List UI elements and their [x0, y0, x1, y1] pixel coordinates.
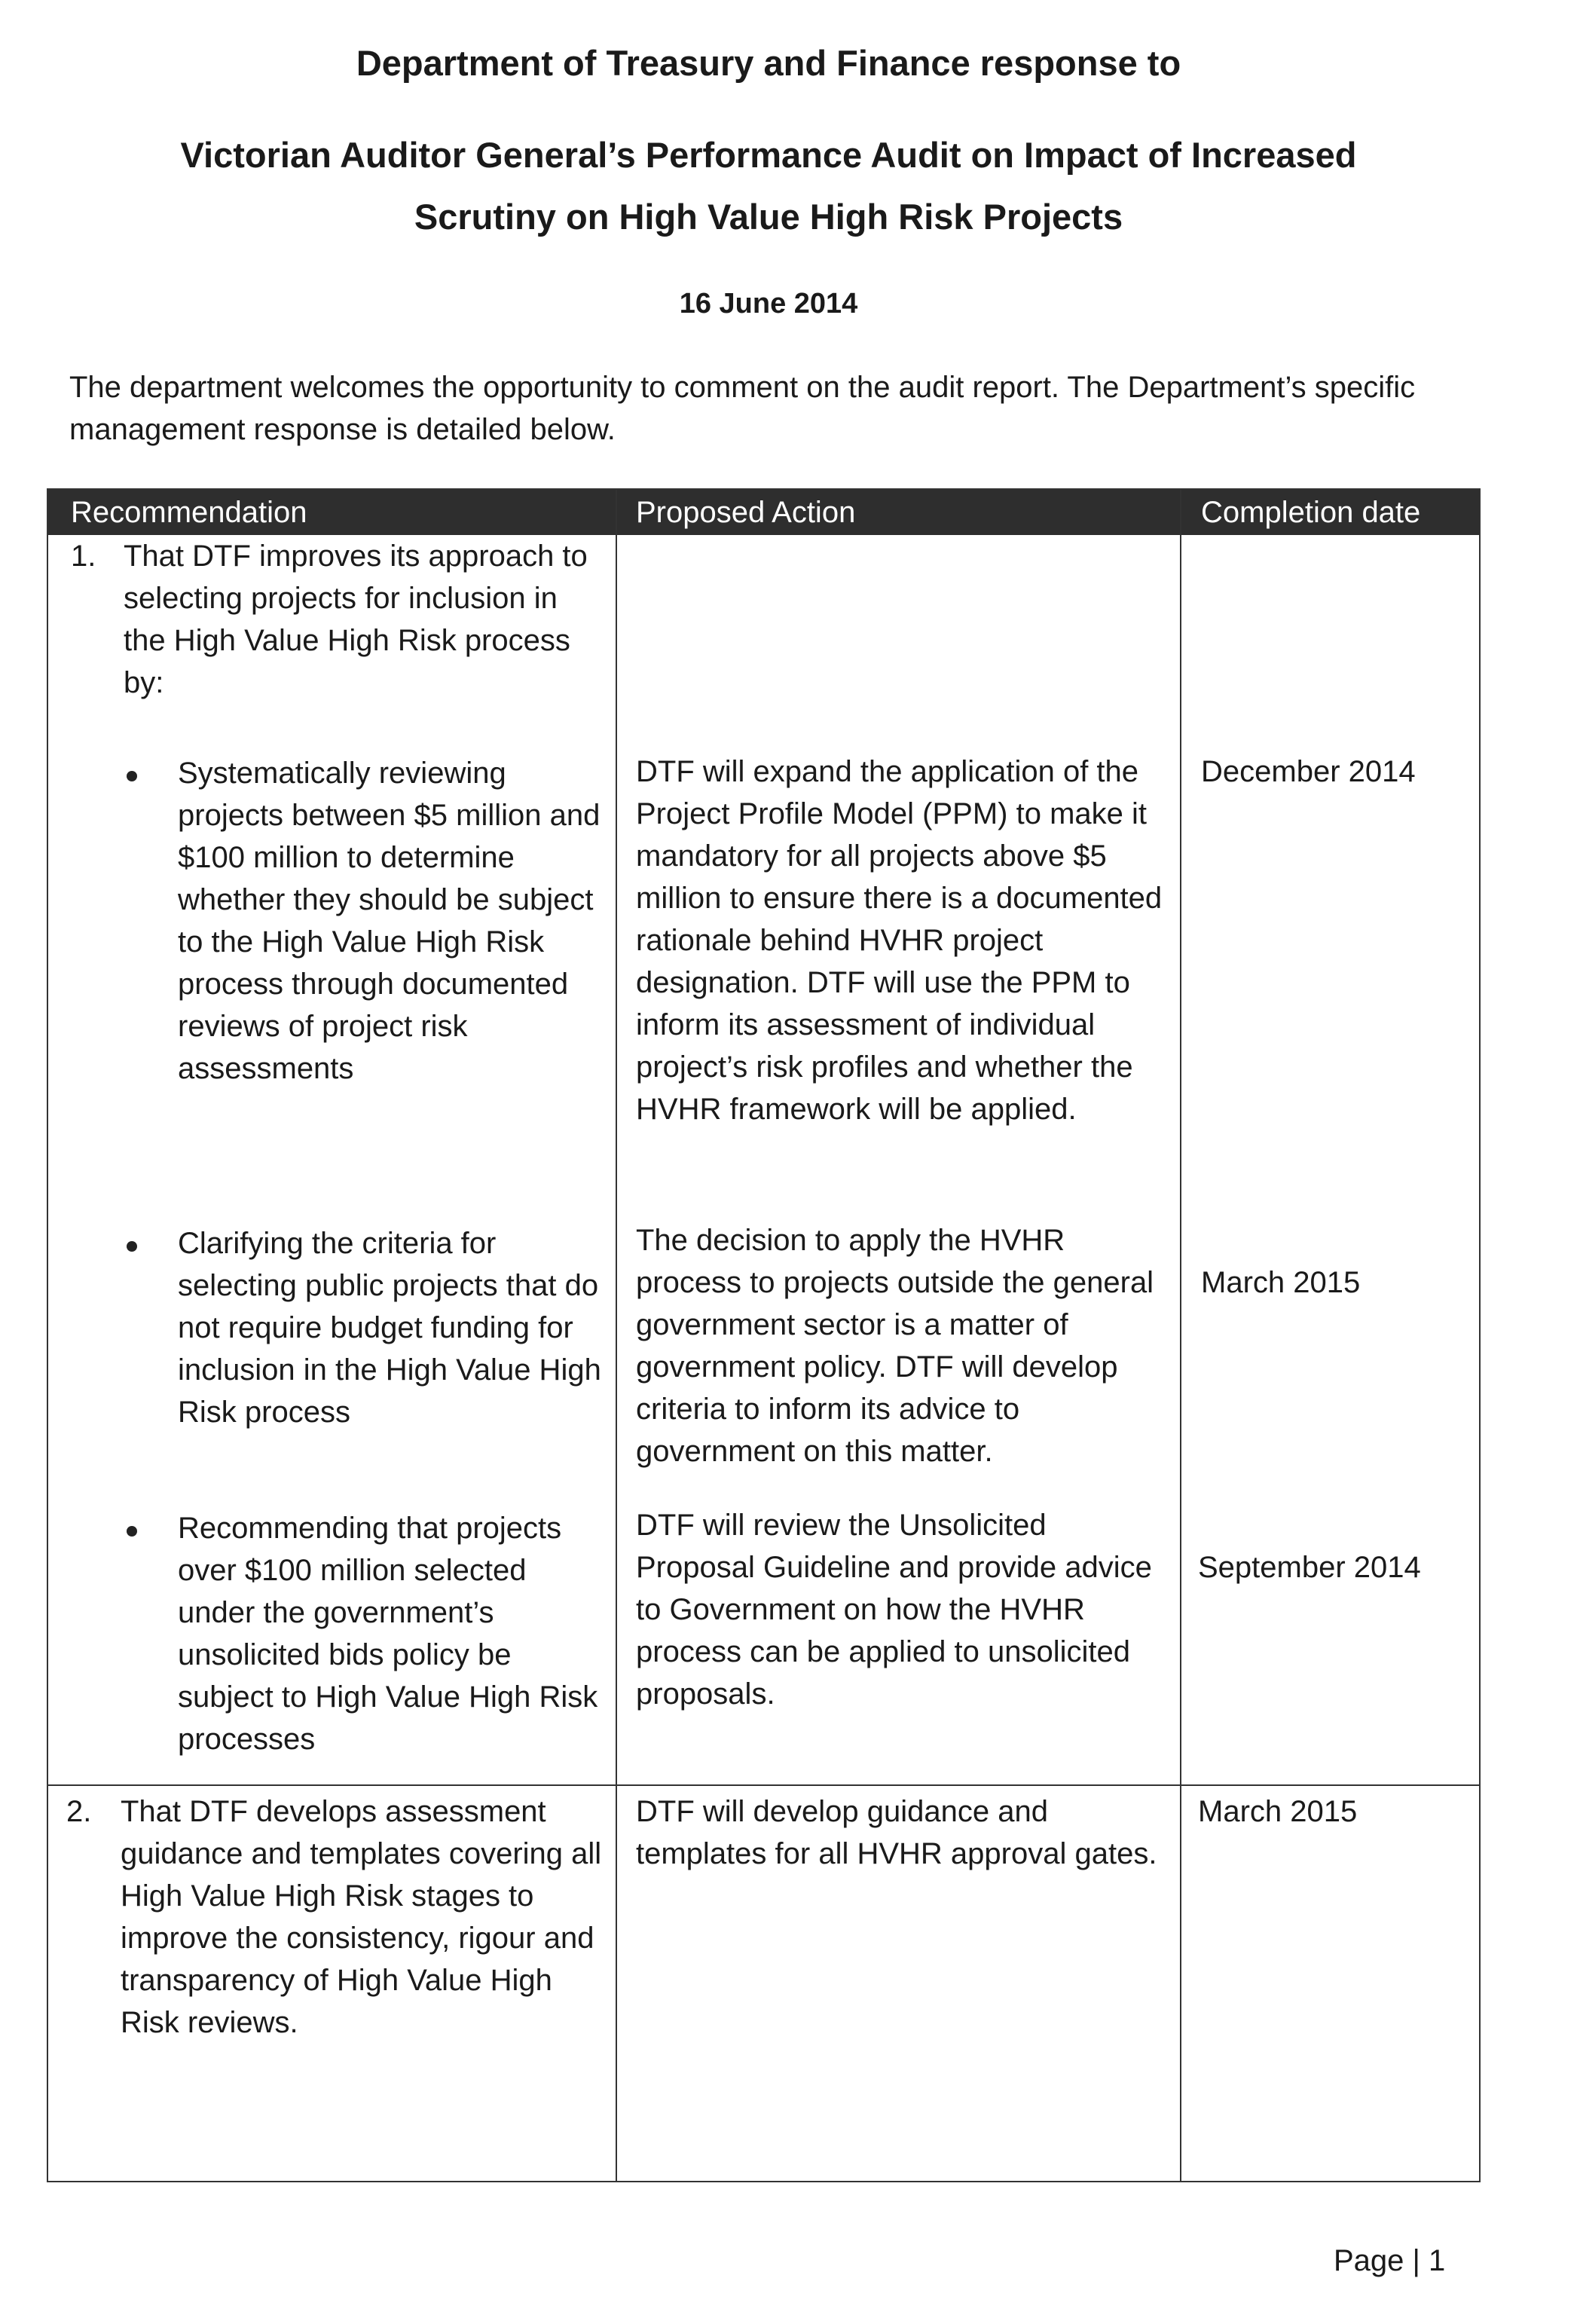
intro-paragraph: The department welcomes the opportunity to comment on the audit report. The Department’s specific management response is detailed below.: [69, 371, 1416, 446]
row-number-1: 1.: [71, 540, 96, 573]
completion-date-4: March 2015: [1198, 1795, 1358, 1828]
column-divider-1: [616, 490, 617, 2181]
completion-date-3: September 2014: [1198, 1551, 1421, 1584]
completion-date-2: March 2015: [1201, 1266, 1361, 1299]
proposed-action-4: DTF will develop guidance and templates for all HVHR approval gates.: [636, 1795, 1157, 1870]
bullet-icon: [127, 1526, 137, 1537]
document-title-line-3: Scrutiny on High Value High Risk Projects: [414, 197, 1123, 237]
bullet-icon: [127, 1241, 137, 1252]
recommendation-1-text: That DTF improves its approach to selecting projects for inclusion in the High Value High Risk process by:: [124, 540, 588, 699]
recommendation-2-text: That DTF develops assessment guidance and templates covering all High Value High Risk stages to improve the consistency, rigour and transparency of High Value High Risk reviews.: [121, 1795, 602, 2039]
document-title-line-2: Victorian Auditor General’s Performance Audit on Impact of Increased: [180, 135, 1357, 175]
table-header-row: [48, 490, 1479, 535]
completion-date-1: December 2014: [1201, 755, 1416, 788]
bullet-icon: [127, 771, 137, 781]
header-proposed-action: Proposed Action: [636, 496, 856, 529]
sub-recommendation-2: Clarifying the criteria for selecting public projects that do not require budget funding for inclusion in the High Value High Risk process: [178, 1227, 601, 1429]
document-title-line-1: Department of Treasury and Finance response to: [356, 43, 1181, 83]
response-table: [47, 488, 1481, 2182]
header-recommendation: Recommendation: [71, 496, 307, 529]
document-date: 16 June 2014: [679, 288, 858, 320]
page-number: Page | 1: [1334, 2244, 1446, 2277]
row-number-2: 2.: [66, 1795, 92, 1828]
proposed-action-3: DTF will review the Unsolicited Proposal Guideline and provide advice to Government on how the HVHR process can be applied to unsolicited proposals.: [636, 1509, 1152, 1711]
column-divider-2: [1180, 490, 1181, 2181]
sub-recommendation-1: Systematically reviewing projects between $5 million and $100 million to determine whether they should be subject to the High Value High Risk process through documented reviews of project risk assessments: [178, 757, 601, 1085]
proposed-action-1: DTF will expand the application of the Project Profile Model (PPM) to make it mandatory for all projects above $5 million to ensure there is a documented rationale behind HVHR project designation. DTF will use the PPM to inform its assessment of individual project’s risk profiles and whether the HVHR framework will be applied.: [636, 755, 1163, 1126]
header-completion-date: Completion date: [1201, 496, 1421, 529]
sub-recommendation-3: Recommending that projects over $100 million selected under the government’s unsolicited bids policy be subject to High Value High Risk processes: [178, 1512, 598, 1756]
row-divider: [48, 1784, 1479, 1786]
proposed-action-2: The decision to apply the HVHR process to projects outside the general government sector is a matter of government policy. DTF will develop criteria to inform its advice to government on this matter.: [636, 1224, 1154, 1468]
